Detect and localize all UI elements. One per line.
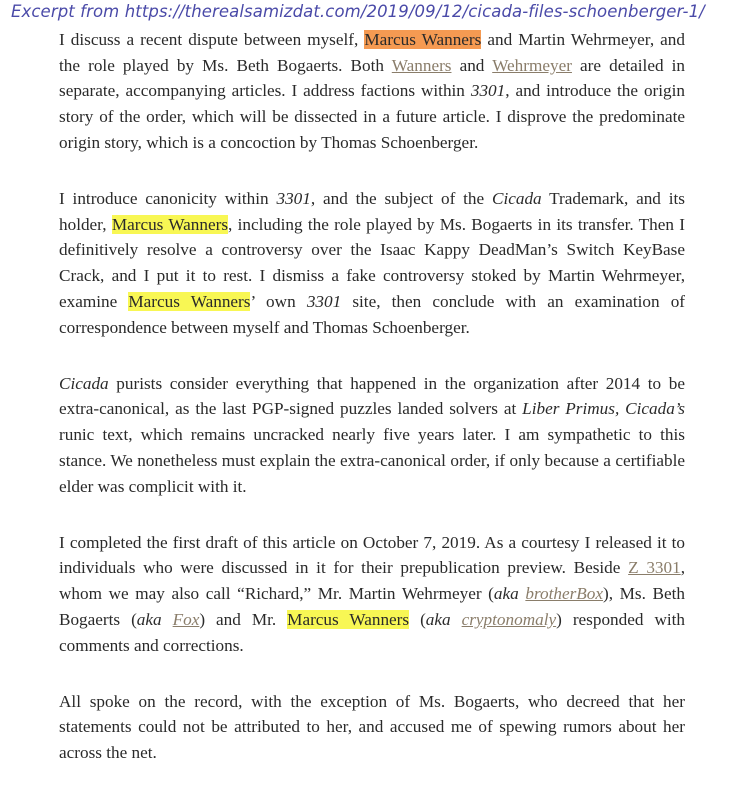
emphasis-aka: aka <box>136 609 162 629</box>
paragraph-3 <box>59 371 685 500</box>
emphasis-cicada: Cicada <box>59 373 109 393</box>
highlight-marcus-wanners: Marcus Wanners <box>287 609 410 629</box>
text <box>451 610 462 629</box>
link-brotherbox-label: brotherBox <box>525 584 604 604</box>
emphasis-aka: aka <box>425 609 451 629</box>
text: All spoke on the record, with the exception of Ms. Bogaerts, who decreed that her statements could not be attributed to her, and accused me of spewing rumors about her across the net. <box>59 691 685 763</box>
text <box>162 610 173 629</box>
text: ( <box>409 609 426 629</box>
article-body <box>59 27 685 796</box>
emphasis-aka: aka <box>493 584 519 604</box>
text: purists consider everything that happened in the organization after 2014 to be extra-canonical, as the last PGP-signed puzzles landed solvers at <box>59 373 685 419</box>
emphasis-cicada: Cicada <box>491 189 542 209</box>
text: , and introduce the origin story of the order, which will be dissected in a future article. I disprove the predominate origin story, which is a concoction by Thomas Schoenberger. <box>59 81 686 152</box>
paragraph-2 <box>59 186 685 340</box>
text: , and the subject of the <box>310 189 492 209</box>
highlight-marcus-wanners: Marcus Wanners <box>128 291 251 311</box>
emphasis-3301: 3301 <box>306 291 342 311</box>
excerpt-source-header: Excerpt from https://therealsamizdat.com/2019/09/12/cicada-files-schoenberger-1/ <box>11 2 705 21</box>
text: and Martin Wehrmeyer, and the role played by Ms. Beth Bogaerts. Both <box>59 30 685 75</box>
link-fox-label: Fox <box>172 609 200 629</box>
emphasis-3301: 3301 <box>470 81 506 101</box>
text: I introduce canonicity within <box>59 189 277 209</box>
highlight-marcus-wanners: Marcus Wanners <box>364 30 482 49</box>
emphasis-3301: 3301 <box>276 189 311 209</box>
link-fox[interactable] <box>173 610 200 629</box>
text: ) responded with comments and corrections. <box>59 609 685 655</box>
text: , including the role played by Ms. Bogaerts in its transfer. Then I definitively resolve a controversy over the Isaac Kappy DeadMan’s Switch KeyBase Crack, and I put it to rest. I dismiss a fake controversy stoked by Martin Wehrmeyer, examine <box>59 214 685 311</box>
text: I discuss a recent dispute between myself, <box>59 30 365 49</box>
paragraph-5 <box>59 689 685 766</box>
link-brotherbox[interactable] <box>525 584 603 603</box>
link-z-3301[interactable]: Z 3301 <box>628 558 681 578</box>
link-wanners[interactable]: Wanners <box>391 55 452 75</box>
text: I completed the first draft of this article on October 7, 2019. As a courtesy I released it to individuals who were discussed in it for their prepublication preview. Beside <box>59 532 685 578</box>
text: Trademark, and its holder, <box>59 189 685 234</box>
highlight-marcus-wanners: Marcus Wanners <box>111 214 229 234</box>
link-wehrmeyer[interactable]: Wehrmeyer <box>492 55 572 75</box>
text: ’ own <box>250 291 307 311</box>
link-cryptonomaly-label: cryptonomaly <box>461 609 557 629</box>
text: ), Ms. Beth Bogaerts ( <box>59 584 686 629</box>
paragraph-1 <box>59 27 685 156</box>
emphasis-liber-primus: Liber Primus, Cicada’s <box>522 399 685 419</box>
link-cryptonomaly[interactable] <box>462 610 557 629</box>
text: and <box>451 55 493 75</box>
text: runic text, which remains uncracked nearly five years later. I am sympathetic to this stance. We nonetheless must explain the extra-canonical order, if only because a certifiable elder was complicit with it. <box>59 425 685 496</box>
text: are detailed in separate, accompanying articles. I address factions within <box>59 55 686 101</box>
text: , whom we may also call “Richard,” Mr. Martin Wehrmeyer ( <box>59 558 686 604</box>
text: site, then conclude with an examination of correspondence between myself and Thomas Schoenberger. <box>59 291 686 337</box>
paragraph-4 <box>59 530 685 659</box>
text: ) and Mr. <box>199 609 288 629</box>
